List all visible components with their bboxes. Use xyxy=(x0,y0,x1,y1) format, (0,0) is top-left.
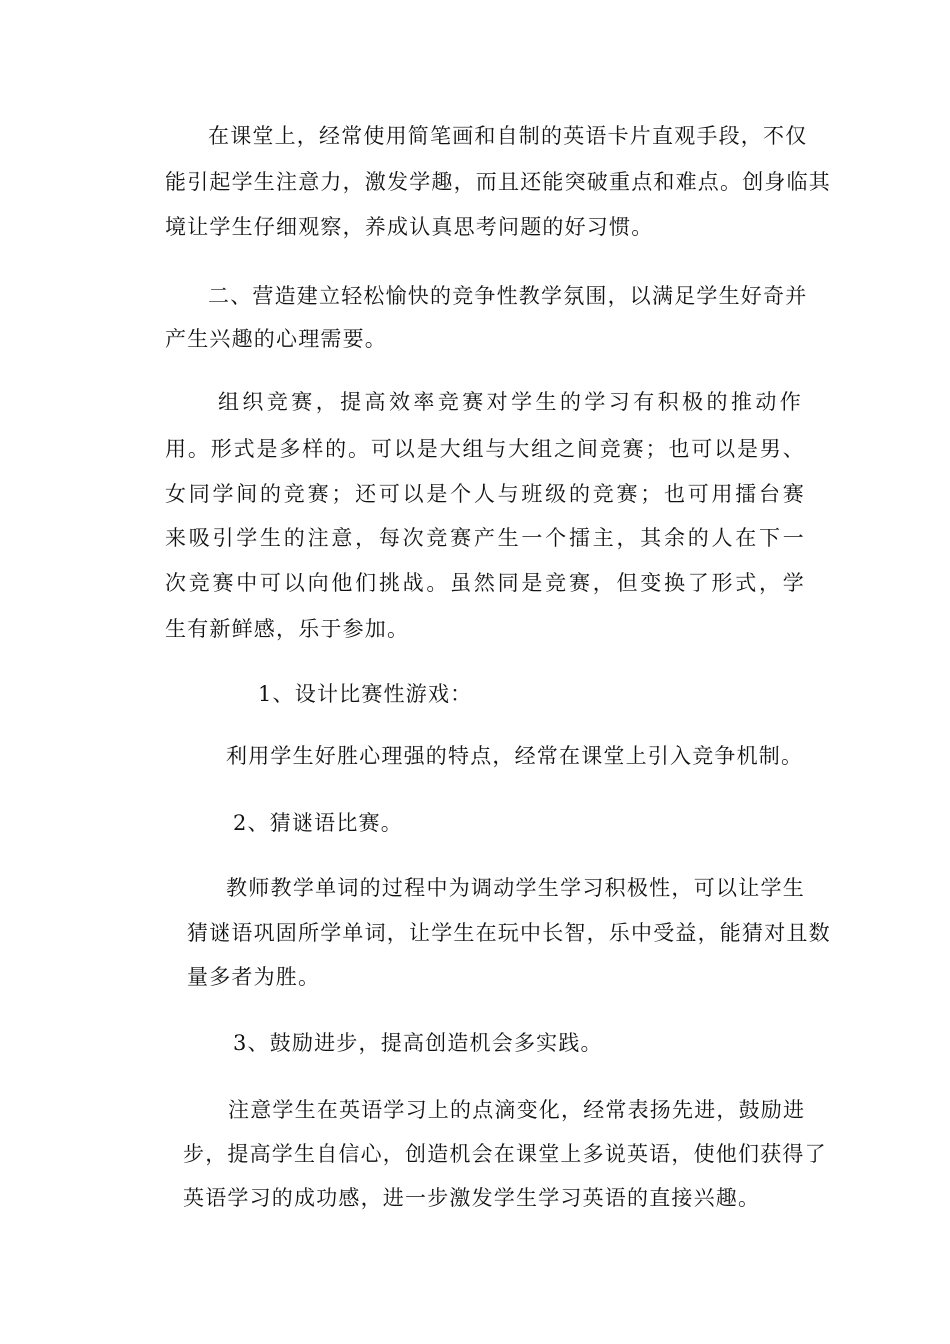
paragraph-1-line-1: 在课堂上，经常使用简笔画和自制的英语卡片直观手段，不仅 xyxy=(208,124,808,148)
list-item-2-body-line-2: 猜谜语巩固所学单词，让学生在玩中长智，乐中受益，能猜对且数 xyxy=(187,921,831,945)
list-item-2-body-line-1: 教师教学单词的过程中为调动学生学习积极性，可以让学生 xyxy=(226,876,805,900)
paragraph-3-line-3: 女同学间的竞赛；还可以是个人与班级的竞赛；也可用擂台赛 xyxy=(165,482,805,506)
list-item-1-body: 利用学生好胜心理强的特点，经常在课堂上引入竞争机制。 xyxy=(226,744,804,768)
section-heading-line-1: 二、营造建立轻松愉快的竞争性教学氛围，以满足学生好奇并 xyxy=(208,284,808,308)
paragraph-1-line-2: 能引起学生注意力，激发学趣，而且还能突破重点和难点。创身临其 xyxy=(165,170,831,194)
section-heading-line-2: 产生兴趣的心理需要。 xyxy=(165,327,387,351)
paragraph-3-line-5: 次竞赛中可以向他们挑战。虽然同是竞赛，但变换了形式，学 xyxy=(165,571,805,595)
paragraph-3-line-1: 组织竞赛，提高效率竞赛对学生的学习有积极的推动作 xyxy=(218,390,802,414)
list-item-3-body-line-3: 英语学习的成功感，进一步激发学生学习英语的直接兴趣。 xyxy=(183,1186,761,1210)
list-item-1-heading: 1、设计比赛性游戏： xyxy=(258,682,473,706)
list-item-3-body-line-2: 步，提高学生自信心，创造机会在课堂上多说英语，使他们获得了 xyxy=(183,1142,827,1166)
list-item-3-heading: 3、鼓励进步，提高创造机会多实践。 xyxy=(233,1031,603,1055)
paragraph-1-line-3: 境让学生仔细观察，养成认真思考问题的好习惯。 xyxy=(165,215,654,239)
paragraph-3-line-6: 生有新鲜感，乐于参加。 xyxy=(165,617,410,641)
list-item-2-heading: 2、猜谜语比赛。 xyxy=(233,811,403,835)
list-item-2-body-line-3: 量多者为胜。 xyxy=(187,965,321,989)
paragraph-3-line-4: 来吸引学生的注意，每次竞赛产生一个擂主，其余的人在下一 xyxy=(165,526,805,550)
list-item-3-body-line-1: 注意学生在英语学习上的点滴变化，经常表扬先进，鼓励进 xyxy=(228,1098,806,1122)
paragraph-3-line-2: 用。形式是多样的。可以是大组与大组之间竞赛；也可以是男、 xyxy=(165,437,805,461)
